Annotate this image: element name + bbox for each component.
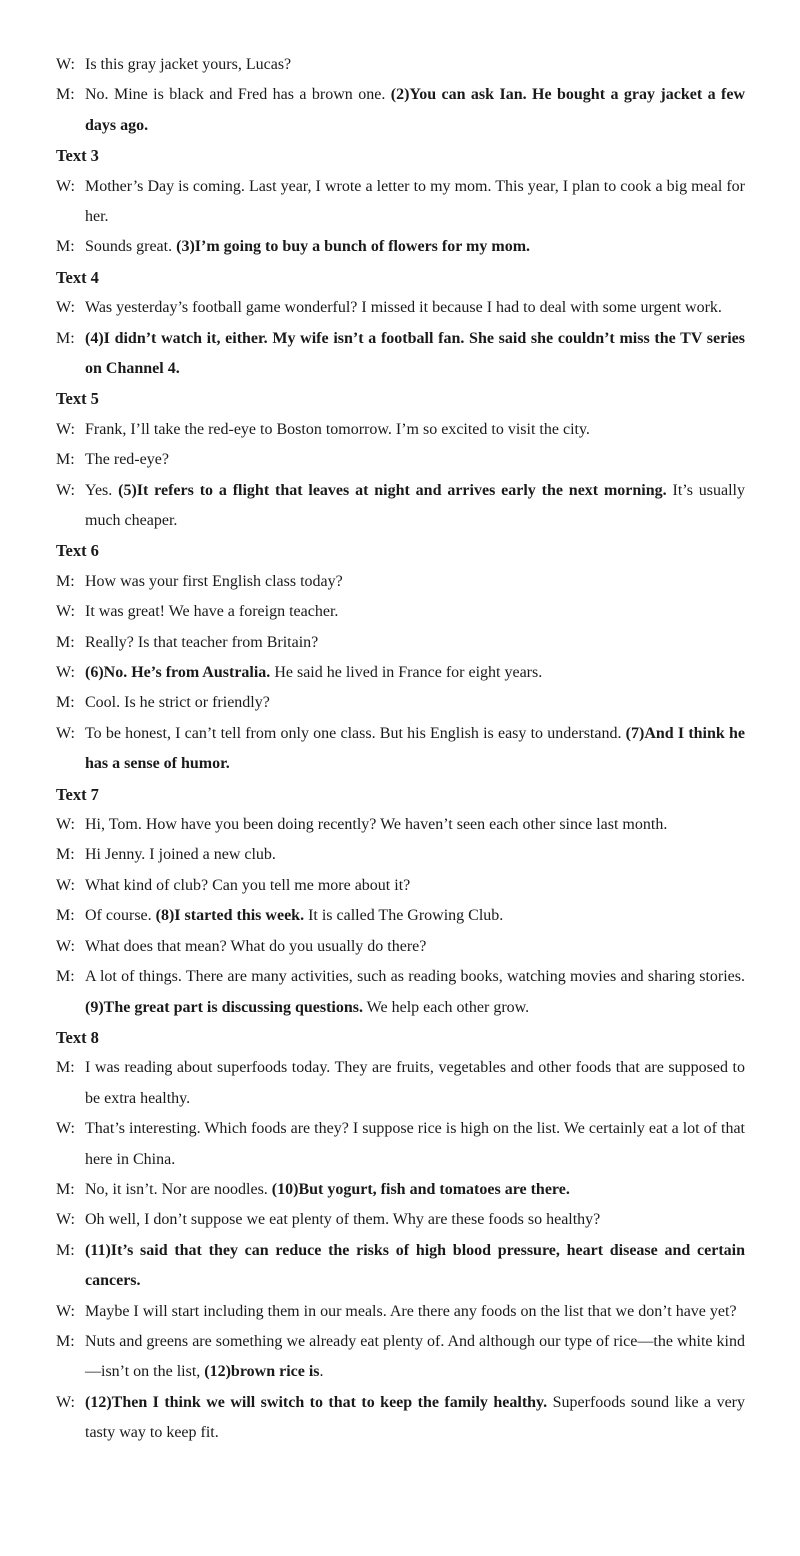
dialogue-text: That’s interesting. Which foods are they? I suppose rice is high on the list. We certainly eat a lot of that here in China. (85, 1120, 745, 1168)
speaker-label: M: (56, 572, 75, 590)
dialogue-line (56, 567, 745, 597)
speaker-label: M: (56, 1059, 75, 1077)
answer-text: (12)Then I think we will switch to that to keep the family healthy. (85, 1393, 548, 1411)
dialogue-line (56, 50, 745, 80)
speaker-label: M: (56, 329, 75, 347)
speaker-label: M: (56, 968, 75, 986)
dialogue-text: It is called The Growing Club. (304, 907, 504, 925)
speaker-label: M: (56, 86, 75, 104)
dialogue-text: Hi, Tom. How have you been doing recently? We haven’t seen each other since last month. (85, 816, 668, 834)
dialogue-line (56, 597, 745, 627)
answer-text: (2)You can ask Ian. He bought a gray jacket a few days ago. (85, 86, 746, 134)
speaker-label: M: (56, 694, 75, 712)
dialogue-line (56, 172, 745, 233)
dialogue-text: It’s usually much cheaper. (85, 481, 746, 530)
dialogue-line (56, 1327, 745, 1388)
answer-text: (7)And I think he has a sense of humor. (85, 724, 745, 773)
dialogue-text: Really? Is that teacher from Britain? (85, 633, 319, 651)
dialogue-text: I was reading about superfoods today. They are fruits, vegetables and other foods that are supposed to be extra healthy. (85, 1059, 745, 1107)
dialogue-line (56, 1236, 745, 1297)
dialogue-text: Of course. (85, 907, 156, 925)
dialogue-text: How was your first English class today? (85, 572, 343, 590)
dialogue-text: Was yesterday’s football game wonderful? I missed it because I had to deal with some urgent work. (85, 299, 722, 317)
speaker-label: W: (56, 299, 75, 317)
answer-text: (10)But yogurt, fish and tomatoes are there. (271, 1180, 570, 1198)
dialogue-text: No. Mine is black and Fred has a brown one. (85, 86, 391, 104)
speaker-label: M: (56, 1180, 75, 1198)
section-heading: Text 6 (56, 541, 99, 561)
answer-text: (5)It refers to a flight that leaves at night and arrives early the next morning. (118, 481, 667, 499)
dialogue-line (56, 932, 745, 962)
dialogue-text: . (319, 1363, 324, 1381)
dialogue-text: What does that mean? What do you usually do there? (85, 937, 427, 955)
speaker-label: M: (56, 846, 75, 864)
dialogue-line (56, 1114, 745, 1175)
speaker-label: M: (56, 907, 75, 925)
dialogue-text: To be honest, I can’t tell from only one class. But his English is easy to understand. (85, 724, 626, 742)
dialogue-line (56, 476, 745, 537)
answer-text: (6)No. He’s from Australia. (85, 664, 271, 682)
dialogue-text: What kind of club? Can you tell me more about it? (85, 876, 411, 894)
answer-text: (3)I’m going to buy a bunch of flowers for my mom. (176, 238, 531, 256)
dialogue-line (56, 1205, 745, 1235)
speaker-label: M: (56, 1241, 75, 1259)
dialogue-line (56, 688, 745, 718)
dialogue-text: Frank, I’ll take the red-eye to Boston tomorrow. I’m so excited to visit the city. (85, 420, 590, 438)
speaker-label: W: (56, 1120, 75, 1138)
transcript-content (56, 50, 745, 1449)
speaker-label: W: (56, 603, 75, 621)
dialogue-line (56, 293, 745, 323)
dialogue-line (56, 1297, 745, 1327)
answer-text: (4)I didn’t watch it, either. My wife isn’t a football fan. She said she couldn’t miss the TV series on Channel 4. (85, 329, 745, 378)
speaker-label: M: (56, 451, 75, 469)
answer-text: (8)I started this week. (155, 907, 305, 925)
dialogue-text: Yes. (85, 481, 119, 499)
dialogue-text: He said he lived in France for eight years. (270, 664, 543, 682)
dialogue-line (56, 415, 745, 445)
dialogue-text: Maybe I will start including them in our meals. Are there any foods on the list that we don’t have yet? (85, 1302, 737, 1320)
dialogue-text: We help each other grow. (362, 998, 530, 1016)
dialogue-line (56, 871, 745, 901)
dialogue-text: Is this gray jacket yours, Lucas? (85, 56, 292, 73)
dialogue-line (56, 232, 745, 262)
speaker-label: W: (56, 937, 75, 955)
answer-text: (12)brown rice is (204, 1363, 320, 1381)
speaker-label: W: (56, 56, 75, 73)
dialogue-line (56, 840, 745, 870)
dialogue-text: Oh well, I don’t suppose we eat plenty of them. Why are these foods so healthy? (85, 1211, 601, 1229)
speaker-label: M: (56, 633, 75, 651)
speaker-label: M: (56, 1332, 75, 1350)
section-heading: Text 4 (56, 267, 99, 287)
answer-text: (11)It’s said that they can reduce the risks of high blood pressure, heart disease and certain cancers. (85, 1241, 745, 1290)
dialogue-line (56, 324, 745, 385)
dialogue-line (56, 810, 745, 840)
speaker-label: W: (56, 420, 75, 438)
dialogue-line (56, 658, 745, 688)
dialogue-line (56, 80, 745, 141)
speaker-label: W: (56, 724, 75, 742)
speaker-label: M: (56, 238, 75, 256)
dialogue-line (56, 445, 745, 475)
dialogue-text: The red-eye? (85, 451, 169, 469)
dialogue-text: A lot of things. There are many activities, such as reading books, watching movies and sharing stories. (85, 968, 745, 986)
dialogue-text: Cool. Is he strict or friendly? (85, 694, 270, 712)
speaker-label: W: (56, 664, 75, 682)
dialogue-text: Mother’s Day is coming. Last year, I wrote a letter to my mom. This year, I plan to cook a big meal for her. (85, 177, 745, 226)
section-heading: Text 3 (56, 146, 99, 166)
speaker-label: W: (56, 481, 75, 499)
dialogue-text: It was great! We have a foreign teacher. (85, 603, 339, 621)
dialogue-line (56, 628, 745, 658)
dialogue-line (56, 719, 745, 780)
dialogue-text: Superfoods sound like a very tasty way to keep fit. (85, 1393, 745, 1442)
dialogue-text: Nuts and greens are something we already eat plenty of. And although our type of rice—the white kind—isn’t on the list, (85, 1332, 745, 1381)
speaker-label: W: (56, 1211, 75, 1229)
speaker-label: W: (56, 816, 75, 834)
speaker-label: W: (56, 1302, 75, 1320)
section-heading: Text 8 (56, 1027, 99, 1047)
dialogue-line (56, 1388, 745, 1449)
dialogue-line (56, 962, 745, 1023)
speaker-label: W: (56, 177, 75, 195)
dialogue-text: No, it isn’t. Nor are noodles. (85, 1180, 272, 1198)
section-heading: Text 5 (56, 389, 99, 409)
speaker-label: W: (56, 1393, 75, 1411)
answer-text: (9)The great part is discussing questions. (85, 998, 363, 1016)
dialogue-text: Hi Jenny. I joined a new club. (85, 846, 276, 864)
dialogue-line (56, 901, 745, 931)
speaker-label: W: (56, 876, 75, 894)
dialogue-line (56, 1053, 745, 1114)
dialogue-line (56, 1175, 745, 1205)
section-heading: Text 7 (56, 784, 99, 804)
dialogue-text: Sounds great. (85, 238, 177, 256)
